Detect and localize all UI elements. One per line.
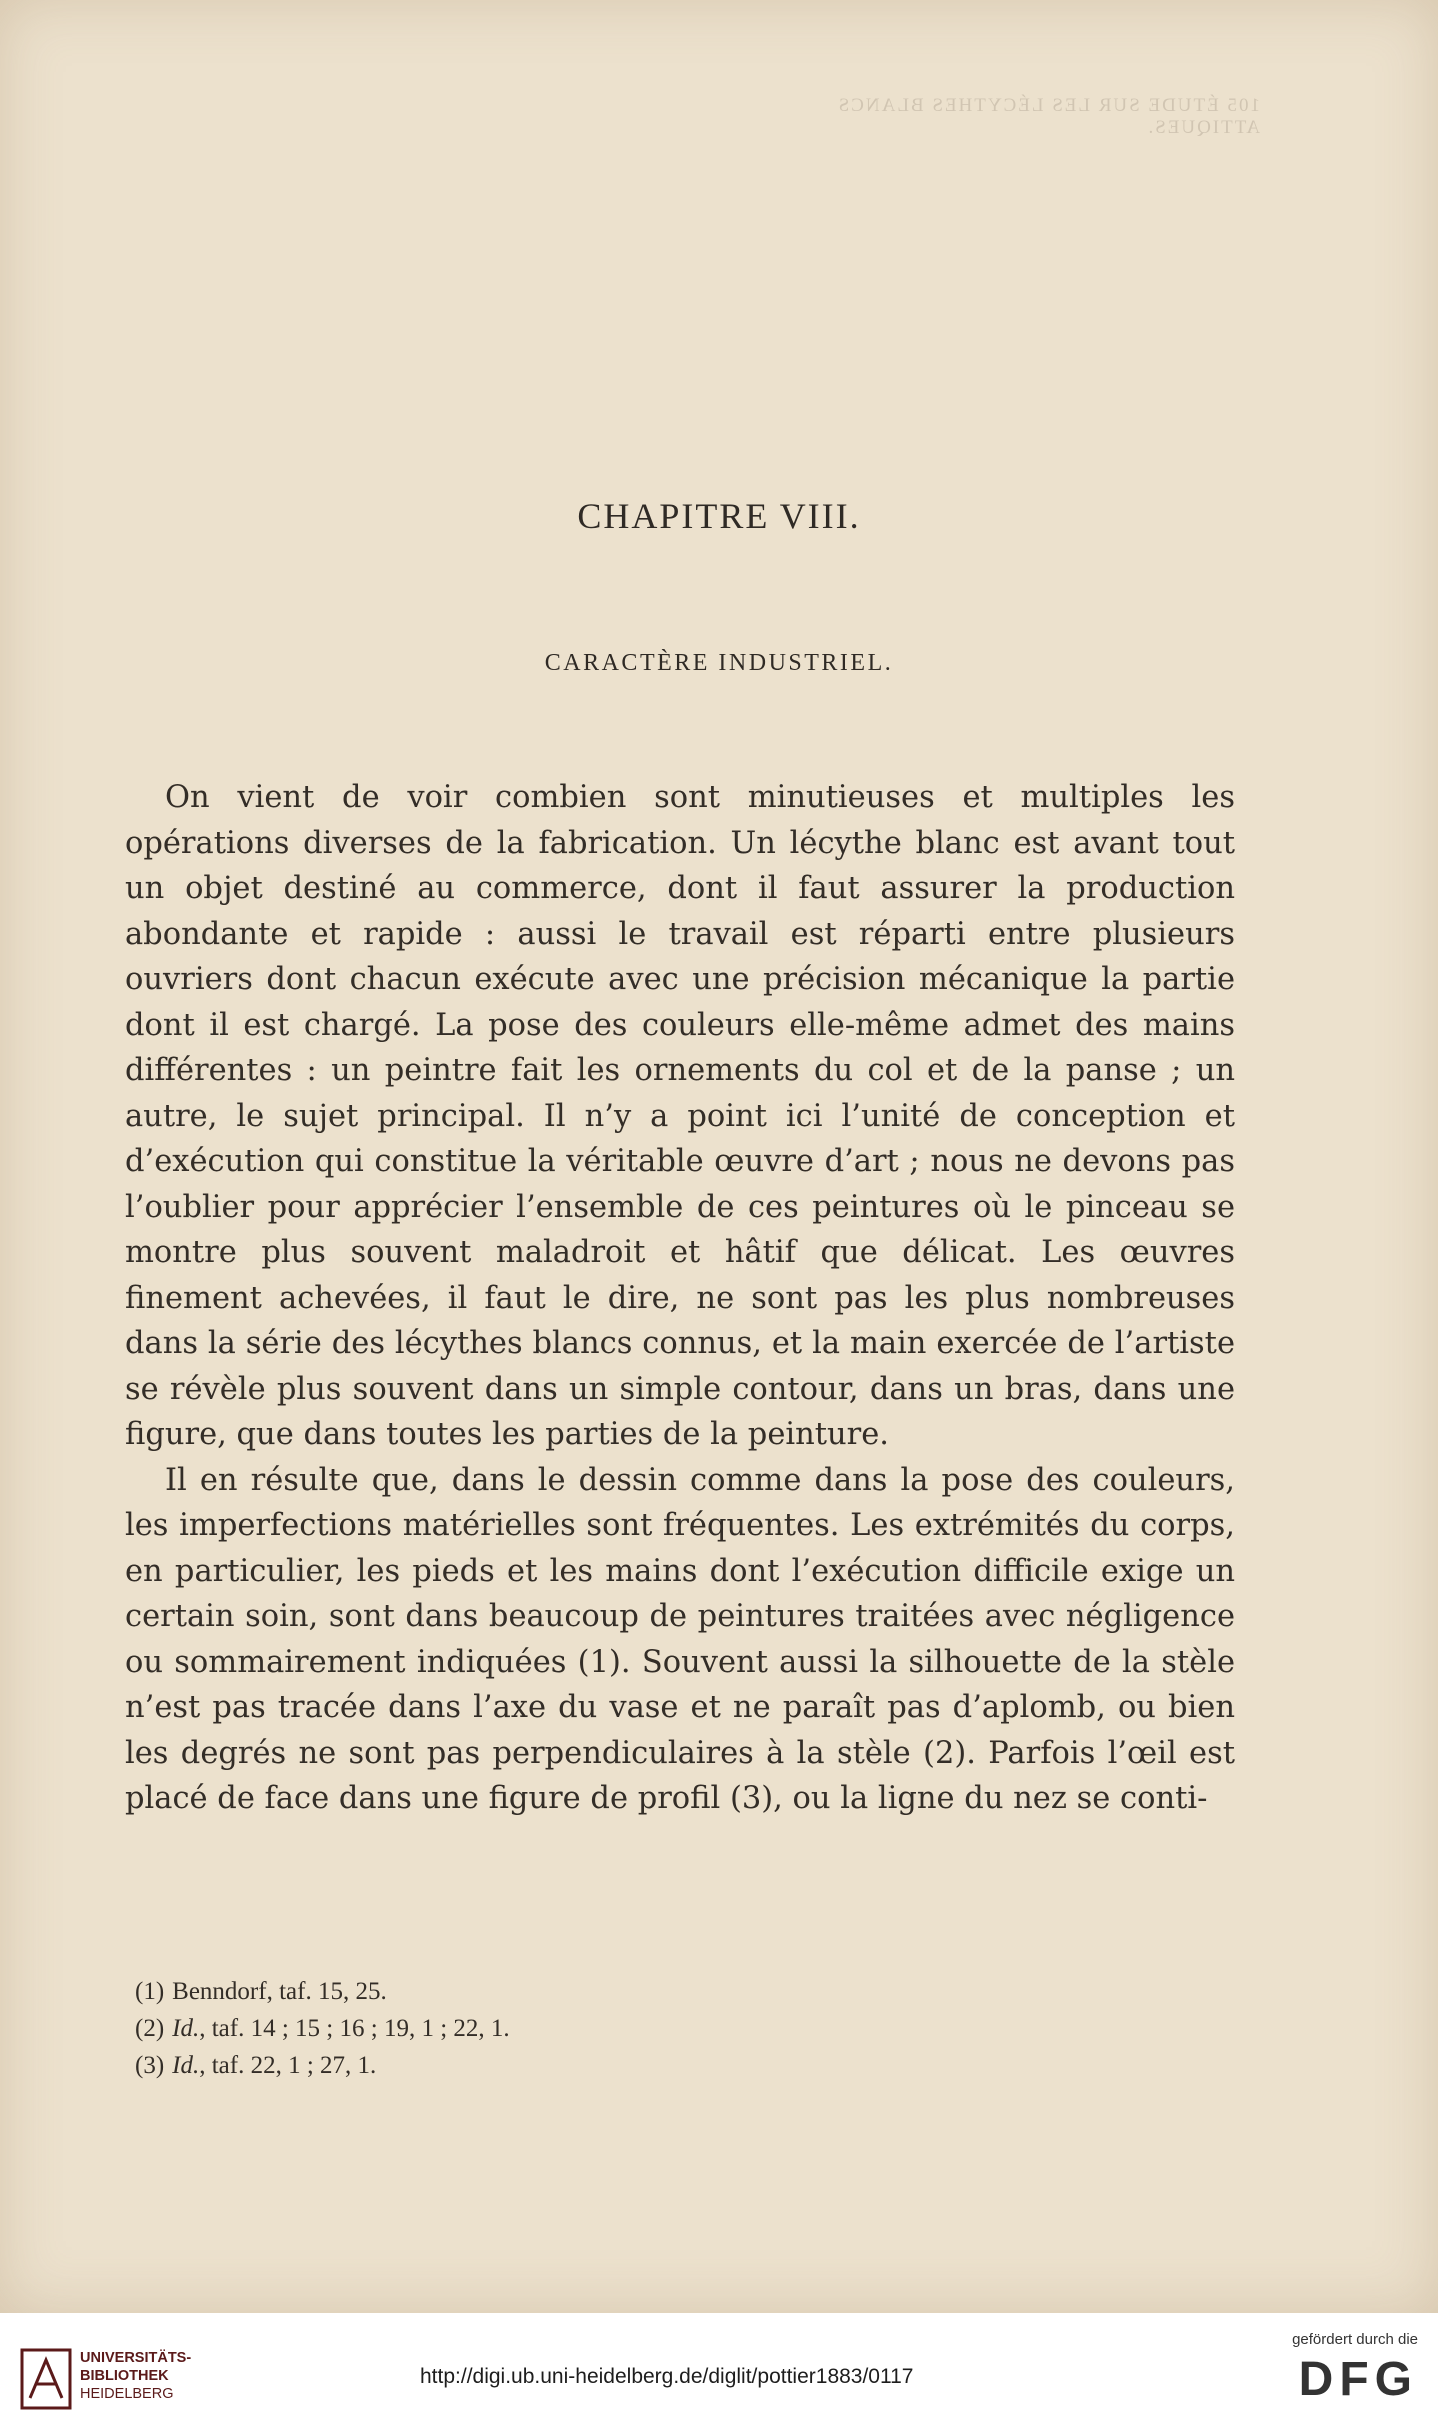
paragraph: On vient de voir combien sont minutieuses et multiples les opérations diverses de la fabrication. Un lécythe blanc est avant tout un objet destiné au commerce, dont il faut assurer la production abondante et rapide : aussi le travail est réparti entre plusieurs ouvriers dont chacun exécute avec une précision mécanique la partie dont il est chargé. La pose des couleurs elle-même admet des mains différentes : un peintre fait les ornements du col et de la panse ; un autre, le sujet principal. Il n’y a point ici l’unité de conception et d’exécution qui constitue la véritable œuvre d’art ; nous ne devons pas l’oublier pour apprécier l’ensemble de ces peintures où le pinceau se montre plus souvent maladroit et hâtif que délicat. Les œuvres finement achevées, il faut le dire, ne sont pas les plus nombreuses dans la série des lécythes blancs connus, et la main exercée de l’artiste se révèle plus souvent dans un simple contour, dans un bras, dans une figure, que dans toutes les parties de la peinture. [125,780,1235,1452]
footnote-abbreviation: Id. [172,2015,200,2042]
show-through-running-head [760,95,1260,139]
show-through-head-text: ÉTUDE SUR LES LÉCYTHES BLANCS ATTIQUES. [836,95,1260,138]
footnote-text: , taf. 14 ; 15 ; 16 ; 19, 1 ; 22, 1. [199,2015,510,2042]
footnote-abbreviation: Id. [172,2052,200,2079]
library-emblem-icon [20,2348,72,2410]
footnote [135,1973,935,2010]
library-name-line1: UNIVERSITÄTS- [80,2350,192,2366]
library-logo[interactable] [20,2343,190,2415]
funder-logo[interactable] [1253,2331,1418,2407]
footnote-number: (2) [135,2015,165,2042]
viewer-footer [0,2313,1438,2431]
footnote [135,2010,935,2047]
footnote-text: , taf. 22, 1 ; 27, 1. [199,2052,377,2079]
library-name-line3: HEIDELBERG [80,2386,174,2402]
show-through-page-number: 105 [1225,95,1260,116]
library-name [80,2349,191,2403]
footnote-number: (3) [135,2052,165,2079]
paragraph: Il en résulte que, dans le dessin comme dans la pose des couleurs, les imperfections matérielles sont fréquentes. Les extrémités du corps, en particulier, les pieds et les mains dont l’exécution difficile exige un certain soin, sont dans beaucoup de peintures traitées avec négligence ou sommairement indiquées (1). Souvent aussi la silhouette de la stèle n’est pas tracée dans l’axe du vase et ne paraît pas d’aplomb, ou bien les degrés ne sont pas perpendiculaires à la stèle (2). Parfois l’œil est placé de face dans une figure de profil (3), ou la ligne du nez se conti- [125,1462,1235,1816]
footnotes [135,1973,935,2084]
dfg-logo-text: DFG [1298,2353,1418,2406]
chapter-subtitle: CARACTÈRE INDUSTRIEL. [544,650,894,676]
funder-caption: gefördert durch die [1292,2331,1418,2348]
footnote [135,2047,935,2084]
permalink-url[interactable]: http://digi.ub.uni-heidelberg.de/diglit/pottier1883/0117 [420,2365,914,2388]
footnote-text: Benndorf, taf. 15, 25. [172,1978,387,2005]
body-text [125,775,1235,1822]
library-name-line2: BIBLIOTHEK [80,2368,169,2384]
footnote-number: (1) [135,1978,165,2005]
chapter-title: CHAPITRE VIII. [577,496,861,536]
